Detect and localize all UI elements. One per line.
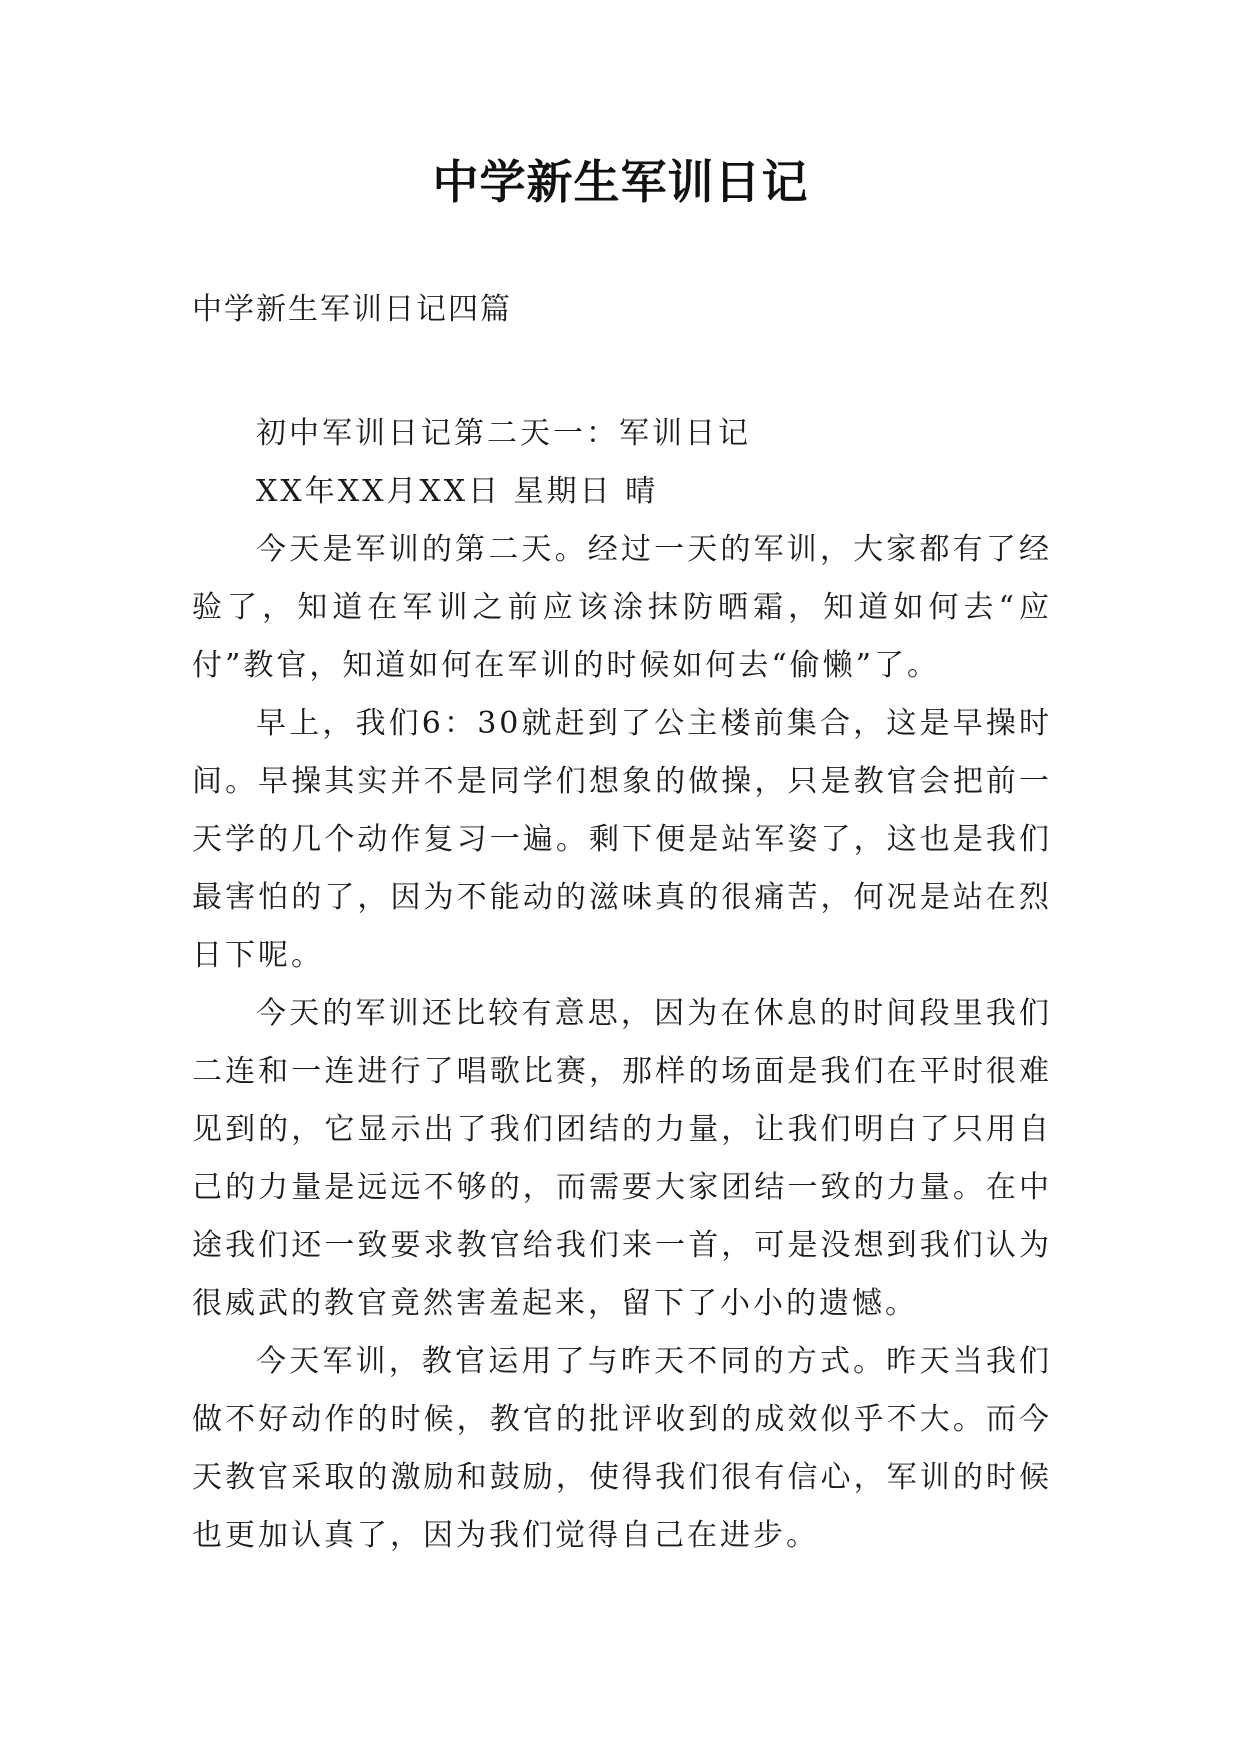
document-body (192, 405, 1052, 1565)
section-heading: 初中军训日记第二天一：军训日记 (256, 416, 751, 451)
paragraph: 今天军训，教官运用了与昨天不同的方式。昨天当我们做不好动作的时候，教官的批评收到的成效似乎不大。而今天教官采取的激励和鼓励，使得我们很有信心，军训的时候也更加认真了，因为我们觉得自己在进步。 (192, 1344, 1052, 1553)
document-subtitle: 中学新生军训日记四篇 (192, 292, 512, 327)
paragraph: 今天的军训还比较有意思，因为在休息的时间段里我们二连和一连进行了唱歌比赛，那样的场面是我们在平时很难见到的，它显示出了我们团结的力量，让我们明白了只用自己的力量是远远不够的，而需要大家团结一致的力量。在中途我们还一致要求教官给我们来一首，可是没想到我们认为很威武的教官竟然害羞起来，留下了小小的遗憾。 (192, 996, 1052, 1321)
document-title: 中学新生军训日记 (432, 155, 809, 209)
paragraph: 今天是军训的第二天。经过一天的军训，大家都有了经验了，知道在军训之前应该涂抹防晒霜，知道如何去“应付”教官，知道如何在军训的时候如何去“偷懒”了。 (192, 532, 1052, 683)
paragraph: 早上，我们6：30就赶到了公主楼前集合，这是早操时间。早操其实并不是同学们想象的做操，只是教官会把前一天学的几个动作复习一遍。剩下便是站军姿了，这也是我们最害怕的了，因为不能动的滋味真的很痛苦，何况是站在烈日下呢。 (192, 706, 1052, 973)
date-line: XX年XX月XX日 星期日 晴 (256, 474, 659, 509)
